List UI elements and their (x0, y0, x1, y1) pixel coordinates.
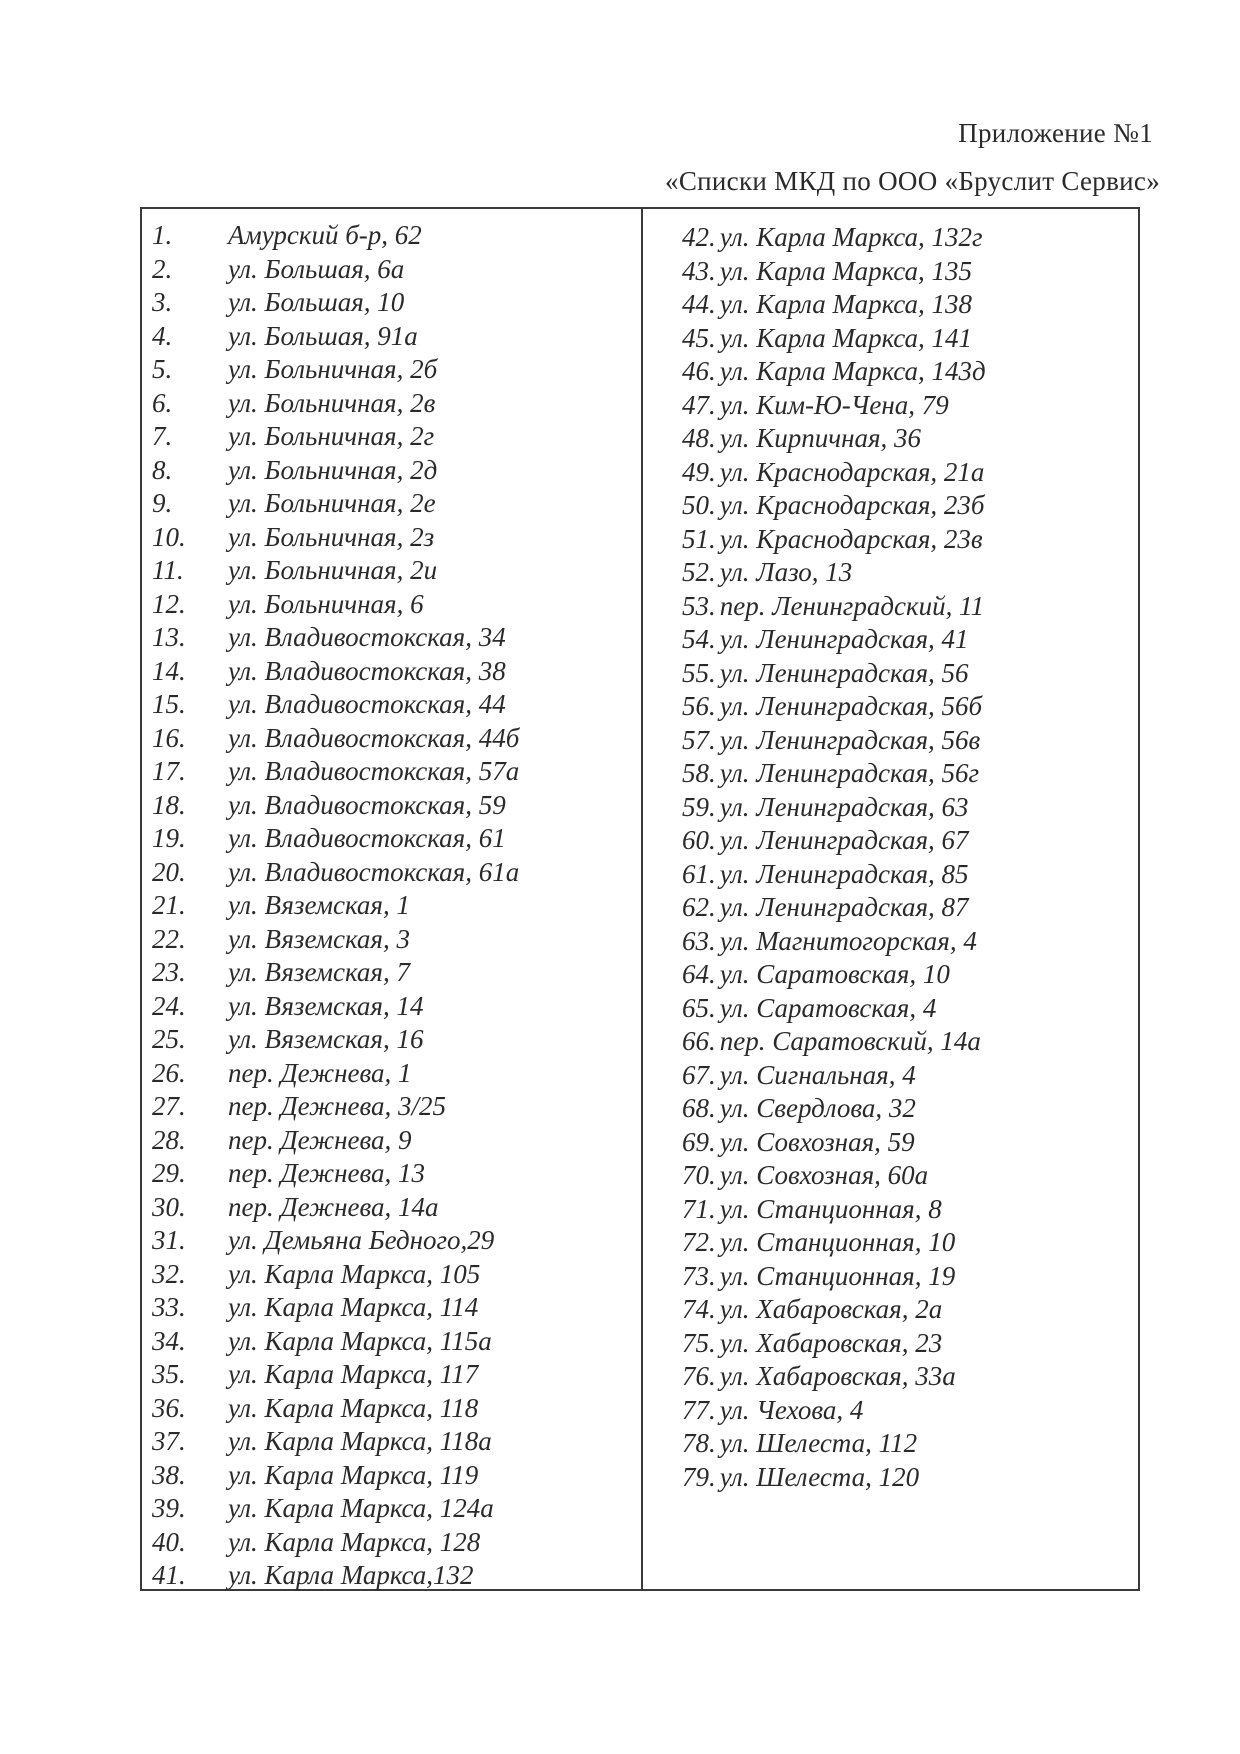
address-entry (682, 1360, 1132, 1394)
address-entry (152, 956, 632, 990)
entry-address: ул. Карла Маркса, 124а (228, 1493, 494, 1523)
entry-number: 76. (682, 1361, 716, 1391)
address-entry (152, 1090, 632, 1124)
address-entry (152, 923, 632, 957)
entry-number: 18. (152, 789, 186, 820)
address-entry (152, 1291, 632, 1325)
address-entry (152, 1023, 632, 1057)
entry-address: ул. Больничная, 2и (228, 555, 438, 585)
entry-address: ул. Карла Маркса, 128 (228, 1526, 481, 1557)
entry-address: ул. Больничная, 2г (228, 421, 435, 451)
address-entry (152, 387, 632, 421)
entry-address: ул. Краснодарская, 23б (719, 490, 985, 520)
entry-address: ул. Вяземская, 1 (228, 890, 410, 920)
address-entry (152, 1191, 632, 1225)
address-entry (682, 992, 1132, 1026)
address-entry (152, 722, 632, 756)
entry-address: ул. Владивостокская, 61 (228, 823, 506, 853)
address-entry (152, 1392, 632, 1426)
address-entry (682, 858, 1132, 892)
address-column-right (682, 221, 1132, 1494)
entry-address: ул. Краснодарская, 21а (719, 456, 985, 487)
address-entry (682, 1293, 1132, 1327)
entry-number: 58. (682, 758, 716, 788)
entry-number: 64. (682, 959, 716, 989)
address-entry (152, 688, 632, 722)
entry-address: ул. Карла Маркса, 141 (719, 322, 973, 353)
entry-number: 7. (152, 421, 173, 451)
entry-number: 60. (682, 825, 716, 855)
entry-address: ул. Карла Маркса, 138 (719, 289, 973, 319)
entry-address: ул. Хабаровская, 33а (719, 1361, 956, 1391)
entry-address: ул. Большая, 10 (228, 287, 405, 317)
address-entry (682, 1092, 1132, 1126)
entry-address: Амурский б-р, 62 (228, 220, 422, 250)
entry-address: ул. Вяземская, 14 (228, 990, 424, 1021)
entry-number: 42. (682, 222, 716, 252)
entry-number: 30. (152, 1191, 186, 1222)
entry-number: 23. (152, 957, 186, 987)
entry-number: 54. (682, 624, 716, 654)
entry-address: ул. Больничная, 2б (228, 354, 438, 384)
entry-number: 57. (682, 724, 716, 755)
address-column-left (152, 219, 632, 1593)
address-entry (682, 891, 1132, 925)
entry-address: ул. Ким-Ю-Чена, 79 (719, 389, 949, 420)
entry-address: ул. Вяземская, 3 (228, 923, 410, 954)
entry-number: 44. (682, 289, 716, 319)
entry-address: ул. Владивостокская, 44б (228, 722, 520, 753)
entry-number: 73. (682, 1260, 716, 1291)
entry-number: 3. (152, 287, 173, 317)
entry-number: 52. (682, 557, 716, 587)
entry-address: ул. Ленинградская, 85 (719, 858, 969, 889)
entry-number: 15. (152, 689, 186, 719)
address-entry (682, 556, 1132, 590)
entry-address: ул. Ленинградская, 67 (719, 825, 969, 855)
entry-number: 2. (152, 253, 173, 284)
entry-address: ул. Ленинградская, 56 (719, 657, 969, 688)
entry-number: 22. (152, 923, 186, 954)
address-entry (682, 925, 1132, 959)
entry-address: ул. Карла Маркса, 117 (228, 1359, 479, 1389)
entry-address: ул. Совхозная, 60а (719, 1160, 929, 1190)
entry-address: ул. Кирпичная, 36 (719, 423, 922, 453)
entry-address: ул. Ленинградская, 56г (719, 758, 980, 788)
entry-address: ул. Карла Маркса,132 (228, 1560, 474, 1590)
address-entry (682, 1461, 1132, 1495)
entry-address: ул. Сигнальная, 4 (719, 1059, 916, 1090)
entry-number: 75. (682, 1327, 716, 1358)
entry-address: ул. Станционная, 8 (719, 1193, 942, 1224)
entry-number: 10. (152, 521, 186, 552)
entry-address: ул. Карла Маркса, 105 (228, 1258, 481, 1289)
entry-address: ул. Ленинградская, 63 (719, 791, 969, 822)
entry-address: ул. Карла Маркса, 143д (719, 356, 986, 386)
address-entry (682, 1394, 1132, 1428)
entry-address: ул. Карла Маркса, 114 (228, 1292, 479, 1322)
address-entry (682, 757, 1132, 791)
entry-address: ул. Владивостокская, 59 (228, 789, 506, 820)
entry-number: 28. (152, 1124, 186, 1155)
entry-number: 25. (152, 1024, 186, 1054)
entry-number: 36. (152, 1392, 186, 1423)
entry-address: ул. Больничная, 2з (228, 521, 435, 552)
entry-address: пер. Саратовский, 14а (719, 1026, 981, 1056)
entry-address: ул. Шелеста, 112 (719, 1428, 918, 1458)
entry-number: 78. (682, 1428, 716, 1458)
entry-address: ул. Больничная, 6 (228, 588, 424, 619)
entry-number: 21. (152, 890, 186, 920)
entry-number: 24. (152, 990, 186, 1021)
entry-address: ул. Владивостокская, 38 (228, 655, 506, 686)
entry-address: ул. Карла Маркса, 118а (228, 1426, 492, 1456)
entry-address: ул. Магнитогорская, 4 (719, 925, 977, 956)
entry-number: 46. (682, 356, 716, 386)
entry-address: ул. Ленинградская, 87 (719, 892, 969, 922)
appendix-label: Приложение №1 (958, 118, 1153, 148)
address-entry (152, 219, 632, 253)
entry-address: ул. Владивостокская, 34 (228, 622, 506, 652)
entry-address: ул. Ленинградская, 41 (719, 624, 969, 654)
entry-address: ул. Ленинградская, 56б (719, 691, 983, 721)
entry-number: 66. (682, 1026, 716, 1056)
entry-number: 41. (152, 1560, 186, 1590)
address-entry (152, 1559, 632, 1593)
entry-address: ул. Большая, 91а (228, 320, 418, 351)
address-entry (152, 286, 632, 320)
entry-number: 43. (682, 255, 716, 286)
address-entry (152, 521, 632, 555)
entry-address: ул. Владивостокская, 61а (228, 856, 520, 887)
entry-address: ул. Ленинградская, 56в (719, 724, 981, 755)
address-entry (682, 389, 1132, 423)
entry-number: 34. (152, 1325, 186, 1356)
entry-number: 8. (152, 454, 173, 485)
address-entry (152, 856, 632, 890)
entry-number: 37. (152, 1426, 186, 1456)
entry-number: 59. (682, 791, 716, 822)
entry-number: 67. (682, 1059, 716, 1090)
entry-number: 63. (682, 925, 716, 956)
entry-address: ул. Карла Маркса, 115а (228, 1325, 492, 1356)
address-entry (682, 255, 1132, 289)
entry-number: 13. (152, 622, 186, 652)
address-entry (682, 1025, 1132, 1059)
address-entry (682, 824, 1132, 858)
entry-number: 40. (152, 1526, 186, 1557)
entry-number: 49. (682, 456, 716, 487)
entry-number: 38. (152, 1459, 186, 1490)
address-entry (152, 253, 632, 287)
address-entry (682, 1260, 1132, 1294)
address-entry (682, 590, 1132, 624)
entry-number: 72. (682, 1227, 716, 1257)
entry-address: ул. Карла Маркса, 118 (228, 1392, 479, 1423)
address-entry (152, 487, 632, 521)
entry-number: 69. (682, 1126, 716, 1157)
address-entry (152, 1459, 632, 1493)
address-entry (682, 623, 1132, 657)
entry-number: 31. (152, 1225, 186, 1255)
entry-number: 50. (682, 490, 716, 520)
address-entry (152, 588, 632, 622)
address-entry (152, 454, 632, 488)
entry-number: 1. (152, 220, 173, 250)
address-entry (152, 554, 632, 588)
address-entry (682, 1193, 1132, 1227)
address-entry (682, 221, 1132, 255)
entry-address: ул. Вяземская, 7 (228, 957, 410, 987)
address-entry (152, 353, 632, 387)
entry-number: 16. (152, 722, 186, 753)
entry-address: ул. Большая, 6а (228, 253, 405, 284)
entry-number: 14. (152, 655, 186, 686)
address-entry (682, 422, 1132, 456)
address-entry (152, 1325, 632, 1359)
entry-number: 11. (152, 555, 184, 585)
entry-number: 5. (152, 354, 173, 384)
entry-number: 53. (682, 590, 716, 621)
entry-address: ул. Владивостокская, 57а (228, 756, 520, 786)
entry-address: ул. Больничная, 2д (228, 454, 438, 485)
entry-number: 19. (152, 823, 186, 853)
entry-address: пер. Дежнева, 9 (228, 1124, 412, 1155)
entry-address: ул. Карла Маркса, 132г (719, 222, 983, 252)
address-entry (682, 1327, 1132, 1361)
address-entry (682, 690, 1132, 724)
entry-address: ул. Больничная, 2в (228, 387, 436, 418)
address-entry (152, 1526, 632, 1560)
entry-number: 45. (682, 322, 716, 353)
address-entry (682, 1226, 1132, 1260)
entry-number: 4. (152, 320, 173, 351)
entry-address: ул. Хабаровская, 23 (719, 1327, 943, 1358)
entry-address: ул. Демьяна Бедного,29 (228, 1225, 495, 1255)
entry-number: 26. (152, 1057, 186, 1088)
entry-number: 29. (152, 1158, 186, 1188)
entry-address: ул. Владивостокская, 44 (228, 689, 506, 719)
address-entry (682, 1159, 1132, 1193)
entry-address: ул. Карла Маркса, 119 (228, 1459, 479, 1490)
address-entry (152, 1157, 632, 1191)
entry-number: 47. (682, 389, 716, 420)
column-divider (641, 209, 643, 1589)
entry-number: 39. (152, 1493, 186, 1523)
entry-address: ул. Карла Маркса, 135 (719, 255, 973, 286)
address-entry (152, 990, 632, 1024)
address-entry (682, 1126, 1132, 1160)
entry-address: ул. Больничная, 2е (228, 488, 436, 518)
address-entry (152, 889, 632, 923)
entry-number: 55. (682, 657, 716, 688)
entry-address: пер. Дежнева, 3/25 (228, 1091, 447, 1121)
address-table (140, 207, 1140, 1591)
entry-number: 65. (682, 992, 716, 1023)
entry-number: 51. (682, 523, 716, 554)
address-entry (682, 657, 1132, 691)
entry-number: 74. (682, 1294, 716, 1324)
entry-address: ул. Лазо, 13 (719, 557, 853, 587)
entry-number: 70. (682, 1160, 716, 1190)
entry-number: 48. (682, 423, 716, 453)
entry-number: 35. (152, 1359, 186, 1389)
address-entry (152, 1358, 632, 1392)
entry-address: ул. Станционная, 10 (719, 1227, 956, 1257)
address-entry (682, 355, 1132, 389)
address-entry (682, 456, 1132, 490)
entry-number: 68. (682, 1093, 716, 1123)
entry-address: ул. Станционная, 19 (719, 1260, 956, 1291)
entry-number: 79. (682, 1461, 716, 1492)
entry-number: 77. (682, 1394, 716, 1425)
address-entry (682, 724, 1132, 758)
address-entry (152, 1425, 632, 1459)
entry-number: 71. (682, 1193, 716, 1224)
address-entry (682, 523, 1132, 557)
entry-number: 62. (682, 892, 716, 922)
address-entry (152, 1224, 632, 1258)
address-entry (682, 1427, 1132, 1461)
entry-address: ул. Совхозная, 59 (719, 1126, 915, 1157)
entry-number: 12. (152, 588, 186, 619)
address-entry (682, 288, 1132, 322)
address-entry (682, 322, 1132, 356)
address-entry (682, 958, 1132, 992)
entry-address: ул. Саратовская, 10 (719, 959, 950, 989)
entry-number: 56. (682, 691, 716, 721)
entry-address: ул. Хабаровская, 2а (719, 1294, 943, 1324)
entry-address: пер. Дежнева, 13 (228, 1158, 426, 1188)
entry-address: ул. Саратовская, 4 (719, 992, 937, 1023)
address-entry (682, 1059, 1132, 1093)
address-entry (682, 791, 1132, 825)
entry-number: 33. (152, 1292, 186, 1322)
entry-address: ул. Шелеста, 120 (719, 1461, 920, 1492)
entry-number: 9. (152, 488, 173, 518)
entry-address: ул. Краснодарская, 23в (719, 523, 983, 554)
entry-number: 17. (152, 756, 186, 786)
entry-number: 32. (152, 1258, 186, 1289)
entry-number: 27. (152, 1091, 186, 1121)
address-entry (682, 489, 1132, 523)
address-entry (152, 1258, 632, 1292)
entry-number: 6. (152, 387, 173, 418)
entry-address: ул. Чехова, 4 (719, 1394, 864, 1425)
entry-address: ул. Свердлова, 32 (719, 1093, 916, 1123)
entry-address: пер. Ленинградский, 11 (719, 590, 985, 621)
entry-address: пер. Дежнева, 14а (228, 1191, 439, 1222)
address-entry (152, 320, 632, 354)
entry-number: 20. (152, 856, 186, 887)
address-entry (152, 1057, 632, 1091)
address-entry (152, 655, 632, 689)
address-entry (152, 420, 632, 454)
address-entry (152, 789, 632, 823)
address-entry (152, 1124, 632, 1158)
entry-number: 61. (682, 858, 716, 889)
address-entry (152, 621, 632, 655)
entry-address: пер. Дежнева, 1 (228, 1057, 412, 1088)
address-entry (152, 1492, 632, 1526)
list-title: «Списки МКД по ООО «Бруслит Сервис» (665, 166, 1160, 196)
entry-address: ул. Вяземская, 16 (228, 1024, 424, 1054)
address-entry (152, 822, 632, 856)
address-entry (152, 755, 632, 789)
